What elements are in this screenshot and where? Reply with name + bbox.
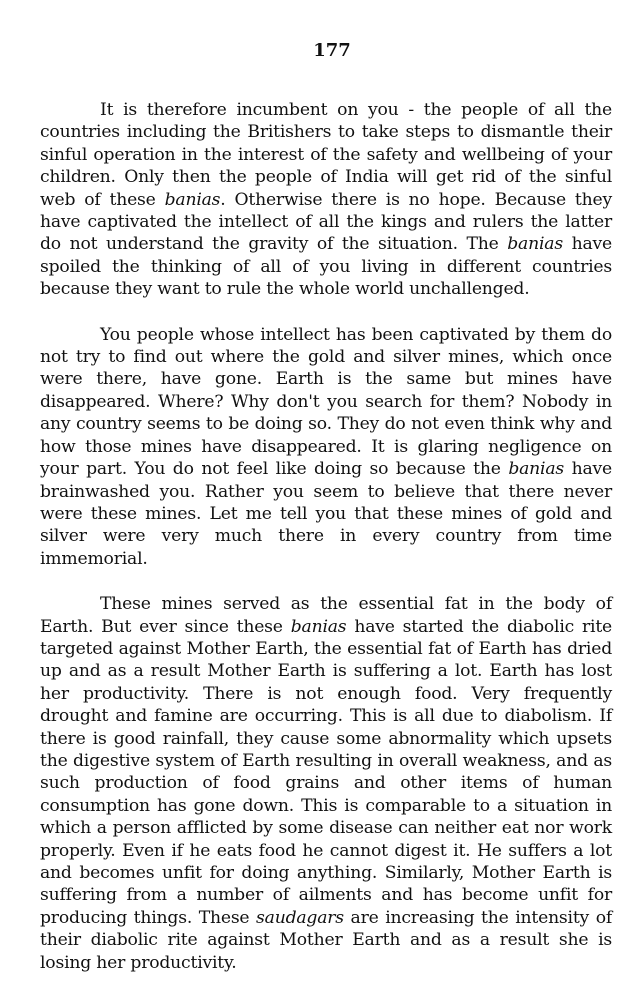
paragraph-1 xyxy=(40,99,612,301)
italic-term: saudagars xyxy=(256,907,344,928)
paragraph-2 xyxy=(40,324,612,570)
italic-term: banias xyxy=(507,234,563,255)
text-run: . Otherwise there is no hope. Because they have captivated the intellect of all the kings and rulers the latter do not understand the gravity of the situation. The xyxy=(40,189,612,255)
text-run: have brainwashed you. Rather you seem to believe that there never were these mines. Let me tell you that these mines of gold and silver were very much there in every country from time immemorial. xyxy=(40,459,612,569)
text-run: It is therefore incumbent on you - the people of all the countries including the Britishers to take steps to dismantle their sinful operation in the interest of the safety and wellbeing of your children. Only then the people of India will get rid of the sinful web of these xyxy=(40,100,612,210)
paragraph-3 xyxy=(40,593,612,974)
italic-term: banias xyxy=(290,616,347,637)
italic-term: banias xyxy=(508,459,564,480)
page-number: 177 xyxy=(313,40,351,61)
italic-term: banias xyxy=(164,189,221,210)
text-run: have spoiled the thinking of all of you living in different countries because they want to rule the whole world unchallenged. xyxy=(40,234,612,300)
text-run: You people whose intellect has been captivated by them do not try to find out where the gold and silver mines, which once were there, have gone. Earth is the same but mines have disappeared. Where? Why don't you search for them? Nobody in any country seems to be doing so. They do not even think why and how those mines have disappeared. It is glaring negligence on your part. You do not feel like doing so because the xyxy=(40,324,612,480)
text-run: have started the diabolic rite targeted against Mother Earth, the essential fat of Earth has dried up and as a result Mother Earth is suffering a lot. Earth has lost her productivity. There is not enough food. Very frequently drought and famine are occurring. This is all due to diabolism. If there is good rainfall, they cause some abnormality which upsets the digestive system of Earth resulting in overall weakness, and as such production of food grains and other items of human consumption has gone down. This is comparable to a situation in which a person afflicted by some disease can neither eat nor work properly. Even if he eats food he cannot digest it. He suffers a lot and becomes unfit for doing anything. Similarly, Mother Earth is suffering from a number of ailments and has become unfit for producing things. These xyxy=(40,616,612,928)
text-run: These mines served as the essential fat in the body of Earth. But ever since these xyxy=(40,594,612,637)
text-run: are increasing the intensity of their diabolic rite against Mother Earth and as a result she is losing her productivity. xyxy=(40,907,613,973)
